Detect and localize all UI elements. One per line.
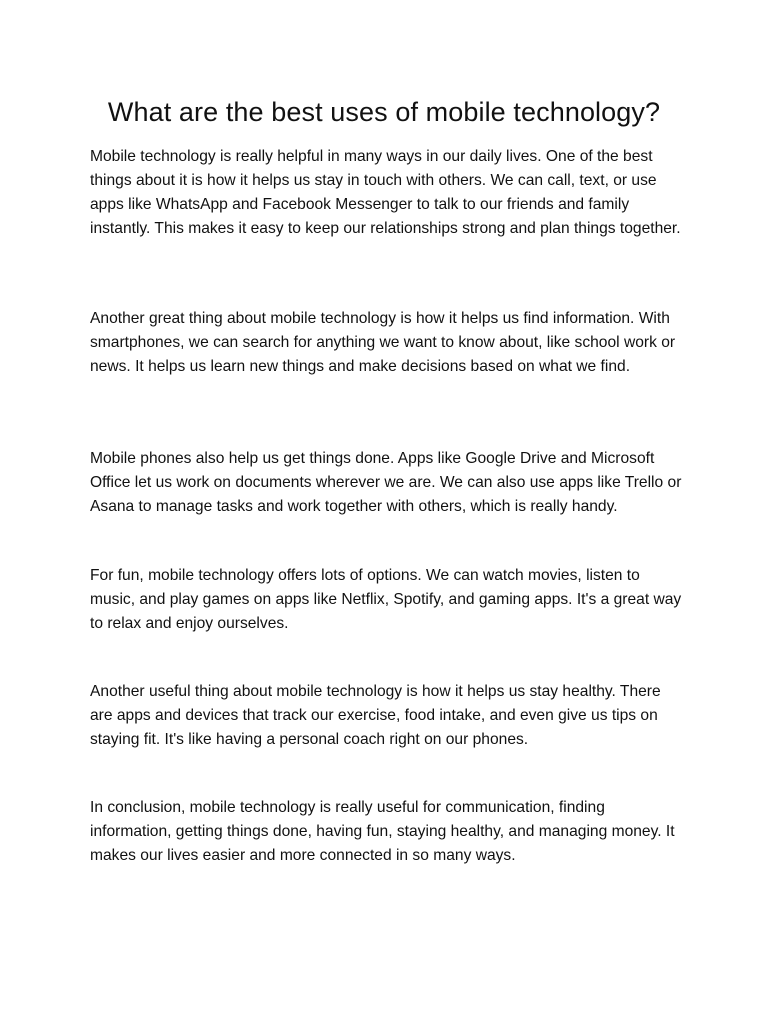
paragraph-health: Another useful thing about mobile technology is how it helps us stay healthy. There are apps and devices that track our exercise, food intake, and even give us tips on staying fit. It's like having a personal coach right on our phones. [90,683,661,748]
paragraph-productivity: Mobile phones also help us get things done. Apps like Google Drive and Microsoft Office let us work on documents wherever we are. We can also use apps like Trello or Asana to manage tasks and work together with others, which is really handy. [90,450,682,515]
paragraph-communication: Mobile technology is really helpful in many ways in our daily lives. One of the best things about it is how it helps us stay in touch with others. We can call, text, or use apps like WhatsApp and Facebook Messenger to talk to our friends and family instantly. This makes it easy to keep our relationships strong and plan things together. [90,148,681,237]
page-title: What are the best uses of mobile technology? [107,97,661,127]
paragraph-entertainment: For fun, mobile technology offers lots of options. We can watch movies, listen to music, and play games on apps like Netflix, Spotify, and gaming apps. It's a great way to relax and enjoy ourselves. [90,567,682,632]
paragraph-conclusion: In conclusion, mobile technology is really useful for communication, finding information, getting things done, having fun, staying healthy, and managing money. It makes our lives easier and more connected in so many ways. [90,799,675,864]
paragraph-information: Another great thing about mobile technology is how it helps us find information. With smartphones, we can search for anything we want to know about, like school work or news. It helps us learn new things and make decisions based on what we find. [90,310,676,375]
